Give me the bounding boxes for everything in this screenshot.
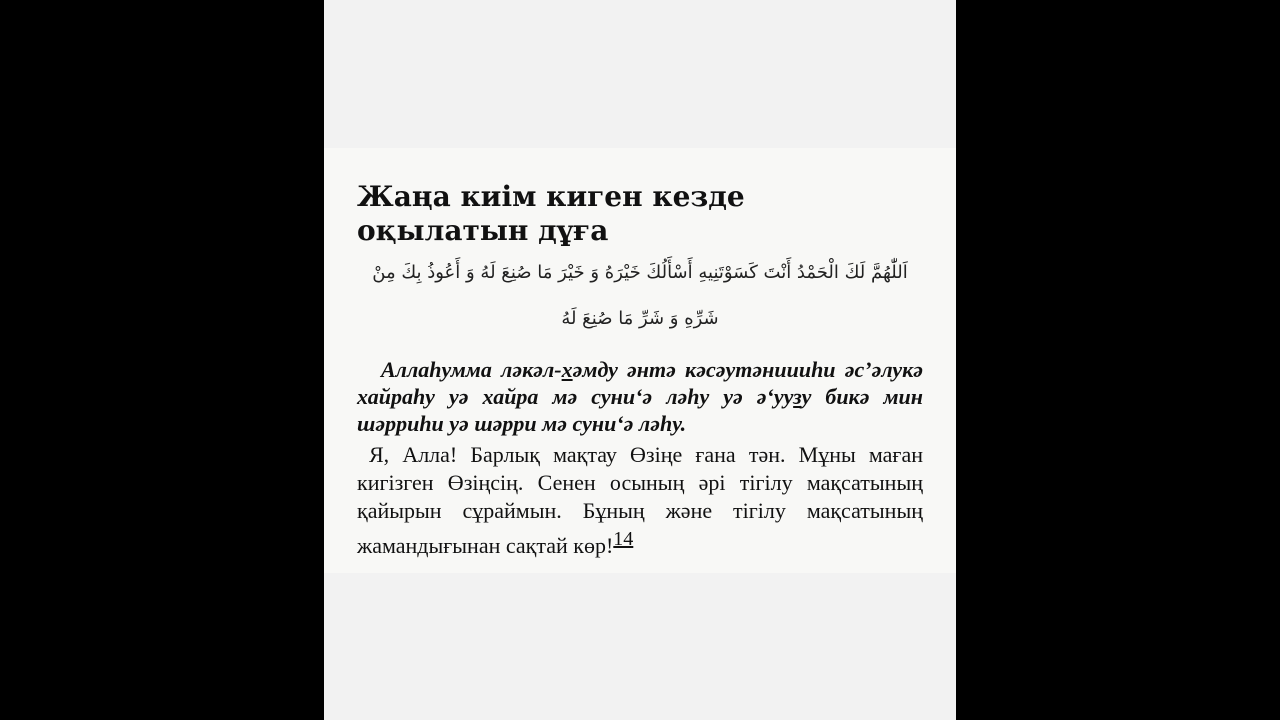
meaning-body: Я, Алла! Барлық мақтау Өзіңе ғана тəн. Мұны маған кигізген Өзіңсің. Сенен осының əрі тігілу мақсатының қайырын сұраймын. Бұның жəне тігілу мақсатының жамандығынан сақтай көр!: [357, 442, 923, 558]
arabic-text: اَللّٰهُمَّ لَكَ الْحَمْدُ أَنْتَ كَسَوْتَنِيهِ أَسْأَلُكَ خَيْرَهُ وَ خَيْرَ مَا صُنِعَ لَهُ وَ أَعُوذُ بِكَ مِنْ شَرِّهِ وَ شَرِّ مَا صُنِعَ لَهُ: [372, 262, 908, 329]
page-content: [324, 148, 956, 573]
book-page: [324, 0, 956, 720]
footnote-link[interactable]: 14: [613, 528, 634, 550]
dua-title: Жаңа киім киген кезде оқылатын дұға: [357, 180, 745, 247]
transliteration: [357, 356, 923, 437]
translit-underlined-2: з: [793, 384, 802, 409]
translit-underlined-1: х: [561, 357, 573, 382]
translit-part-2: əмду əнтə кəсəутəниииһи əс’əлукə хайраһу уə хайра мə суни‘ə ләһу уə ə‘уу: [357, 357, 924, 409]
translit-part-1: Аллаһумма лəкəл-: [381, 357, 562, 382]
dua-section: [357, 180, 923, 560]
translit-part-3: у бикə мин шəрриһи уə шəрри мə суни‘ə ләһу.: [357, 384, 924, 436]
meaning-text: [357, 441, 923, 560]
